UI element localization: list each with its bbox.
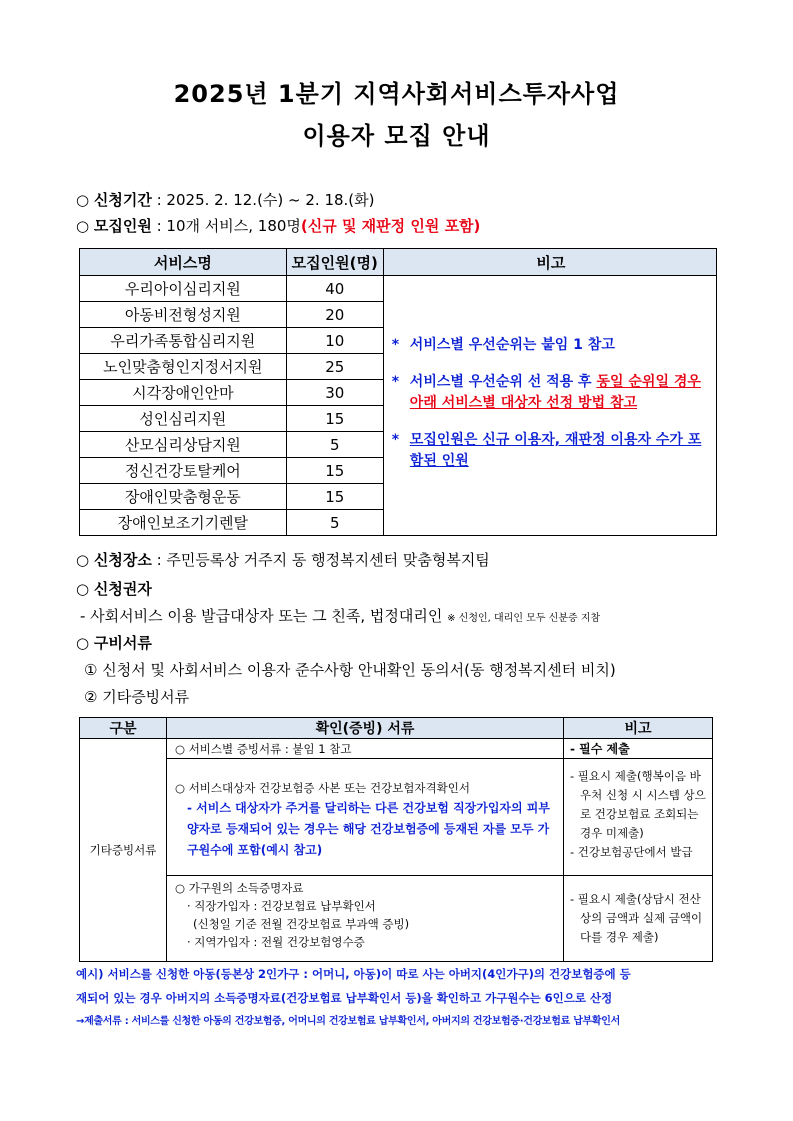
service-count: 15	[286, 406, 383, 432]
table-row	[80, 759, 713, 876]
doc-sub: - 서비스 대상자가 주거를 달리하는 다른 건강보험 직장가입자의 피부양자로 등재되어 있는 경우는 해당 건강보험증에 등재된 자를 모두 가구원수에 포함(예시 참고)	[187, 801, 550, 857]
place-label: 신청장소	[93, 551, 152, 569]
circle-bullet-icon: ○	[76, 580, 90, 598]
recruit-text: : 10개 서비스, 180명	[151, 217, 301, 235]
example-line-3: →제출서류 : 서비스를 신청한 아동의 건강보험증, 어머니의 건강보험료 납부확인서, 아버지의 건강보험증·건강보험료 납부확인서	[76, 1016, 620, 1027]
service-count: 5	[286, 510, 383, 536]
header-note: 비고	[383, 249, 716, 276]
example-line-2: 재되어 있는 경우 아버지의 소득증명자료(건강보험료 납부확인서 등)을 확인하고 가구원수는 6인으로 산정	[76, 991, 613, 1005]
remark-cell: - 필요시 제출(상담시 전산상의 금액과 실제 금액이 다를 경우 제출)	[564, 876, 713, 962]
service-name: 우리가족통합심리지원	[80, 328, 287, 354]
service-name: 정신건강토탈케어	[80, 458, 287, 484]
header-doc: 확인(증빙) 서류	[167, 718, 564, 739]
table-row	[80, 276, 717, 302]
table-row	[80, 739, 713, 759]
circle-bullet-icon: ○	[76, 191, 90, 209]
page-title: 2025년 1분기 지역사회서비스투자사업	[173, 80, 620, 108]
service-name: 노인맞춤형인지정서지원	[80, 354, 287, 380]
service-count: 15	[286, 484, 383, 510]
doc-main: ○ 가구원의 소득증명자료	[175, 881, 304, 895]
service-count: 20	[286, 302, 383, 328]
category-cell: 기타증빙서류	[80, 739, 167, 962]
right-label: 신청권자	[93, 580, 152, 598]
docs-label: 구비서류	[93, 634, 152, 652]
doc-cell: ○ 서비스별 증빙서류 : 붙임 1 참고	[167, 739, 564, 759]
service-name: 장애인맞춤형운동	[80, 484, 287, 510]
table-header-row	[80, 718, 713, 739]
period-label: 신청기간	[93, 191, 152, 209]
service-count: 40	[286, 276, 383, 302]
doc-sub: · 직장가입자 : 건강보험료 납부확인서	[187, 899, 376, 913]
note-recruit-count: * 모집인원은 신규 이용자, 재판정 이용자 수가 포함된 인원	[391, 432, 702, 469]
star-icon: *	[391, 432, 400, 448]
service-name: 우리아이심리지원	[80, 276, 287, 302]
doc-sub: · 지역가입자 : 전월 건강보험영수증	[187, 935, 365, 949]
docs-line	[76, 632, 152, 653]
service-count: 15	[286, 458, 383, 484]
remark-cell: - 필수 제출	[564, 739, 713, 759]
note-priority: * 서비스별 우선순위는 붙임 1 참고	[392, 335, 710, 356]
circle-bullet-icon: ○	[76, 634, 90, 652]
remark-cell	[564, 759, 713, 876]
table-row	[80, 876, 713, 962]
header-service-name: 서비스명	[80, 249, 287, 276]
proof-table	[79, 717, 713, 962]
service-name: 아동비전형성지원	[80, 302, 287, 328]
header-category: 구분	[80, 718, 167, 739]
docs-item-1: ① 신청서 및 사회서비스 이용자 준수사항 안내확인 동의서(동 행정복지센터 비치)	[84, 661, 616, 679]
note-same-rank: * 서비스별 우선순위 선 적용 후 동일 순위일 경우 아래 서비스별 대상자 선정 방법 참고	[391, 374, 701, 411]
recruit-line	[76, 215, 480, 236]
service-count: 5	[286, 432, 383, 458]
services-table	[79, 248, 717, 536]
recruit-label: 모집인원	[93, 217, 152, 235]
doc-cell	[167, 759, 564, 876]
remark-line: - 필요시 제출(행복이음 바우처 신청 시 시스템 상으로 건강보험료 조회되는 경우 미제출)	[570, 769, 706, 840]
remark-line: - 건강보험공단에서 발급	[570, 845, 693, 859]
service-count: 30	[286, 380, 383, 406]
period-line	[76, 189, 375, 210]
page-subtitle: 이용자 모집 안내	[302, 122, 491, 150]
right-line	[76, 578, 152, 599]
docs-item-2: ② 기타증빙서류	[84, 688, 190, 706]
star-icon: *	[391, 374, 400, 390]
doc-main: ○ 서비스대상자 건강보험증 사본 또는 건강보험자격확인서	[175, 781, 470, 795]
doc-cell	[167, 876, 564, 962]
period-text: : 2025. 2. 12.(수) ~ 2. 18.(화)	[151, 191, 375, 209]
circle-bullet-icon: ○	[76, 217, 90, 235]
service-name: 산모심리상담지원	[80, 432, 287, 458]
service-name: 성인심리지원	[80, 406, 287, 432]
doc-sub: (신청일 기준 전월 건강보험료 부과액 증빙)	[193, 917, 410, 931]
right-detail	[80, 605, 600, 626]
table-header-row	[80, 249, 717, 276]
right-text: - 사회서비스 이용 발급대상자 또는 그 친족, 법정대리인	[80, 607, 448, 625]
header-count: 모집인원(명)	[286, 249, 383, 276]
service-name: 시각장애인안마	[80, 380, 287, 406]
service-count: 25	[286, 354, 383, 380]
service-name: 장애인보조기기렌탈	[80, 510, 287, 536]
example-line-1: 예시) 서비스를 신청한 아동(등본상 2인가구 : 어머니, 아동)이 따로 사는 아버지(4인가구)의 건강보험증에 등	[76, 967, 631, 981]
service-count: 10	[286, 328, 383, 354]
star-icon: *	[391, 337, 400, 353]
circle-bullet-icon: ○	[76, 551, 90, 569]
recruit-highlight: (신규 및 재판정 인원 포함)	[300, 217, 481, 235]
place-text: : 주민등록상 거주지 동 행정복지센터 맞춤형복지팀	[151, 551, 490, 569]
place-line	[76, 549, 490, 570]
right-small-note: ※ 신청인, 대리인 모두 신분증 지참	[447, 613, 601, 624]
header-remark: 비고	[564, 718, 713, 739]
notes-cell	[383, 276, 716, 536]
